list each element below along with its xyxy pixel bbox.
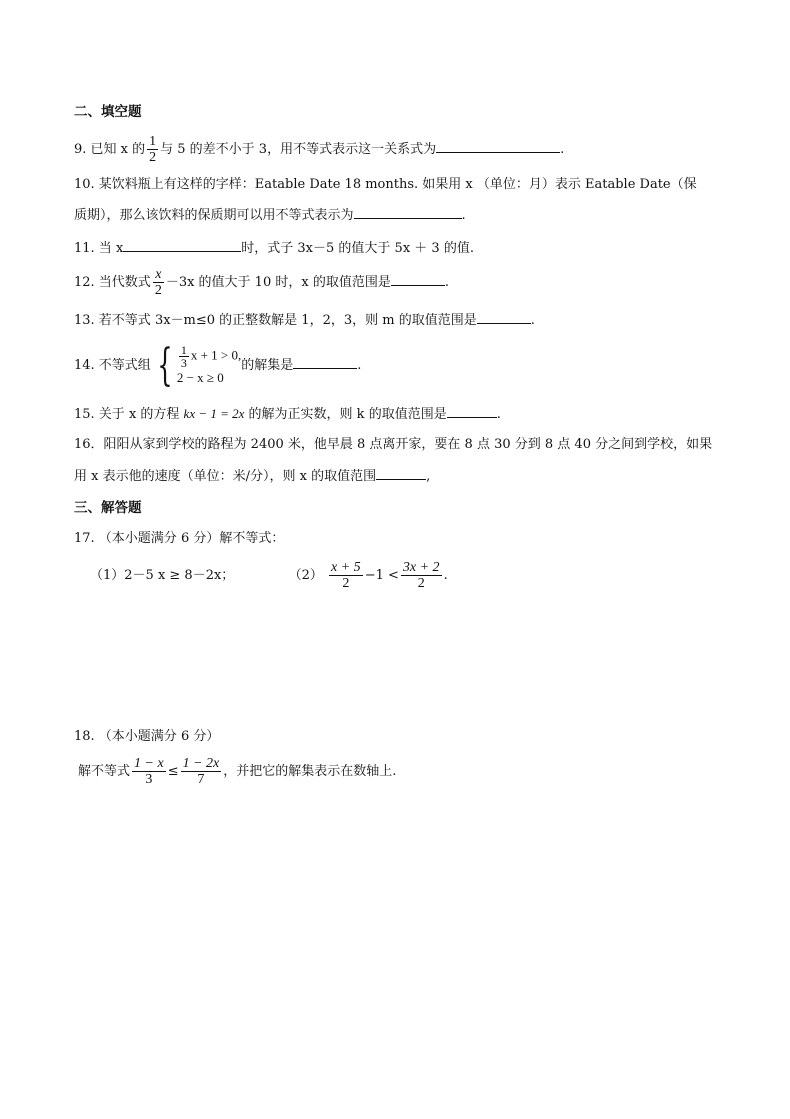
q17-part1: （1）2－5 x ≥ 8－2x； xyxy=(90,568,235,583)
question-10-line2 xyxy=(74,206,466,225)
q18-fraction-1 xyxy=(132,756,166,787)
q14-numerator: 1 xyxy=(180,343,187,357)
q9-text: 与 5 的差不小于 3，用不等式表示这一关系式为 xyxy=(160,142,437,157)
q18-fraction-2 xyxy=(181,756,222,787)
q11-prefix: 11. 当 x xyxy=(74,241,124,256)
q13-text: 13. 若不等式 3x－m≤0 的正整数解是 1，2，3，则 m 的取值范围是 xyxy=(74,313,477,328)
q17-end: . xyxy=(443,568,448,583)
q16-text: 用 x 表示他的速度（单位：米/分），则 x 的取值范围 xyxy=(74,469,377,484)
q12-text: －3x 的值大于 10 时，x 的取值范围是 xyxy=(165,275,391,290)
q18-prefix: 解不等式 xyxy=(78,764,131,779)
section-title-solve: 三、解答题 xyxy=(74,500,142,516)
q17-fraction-1 xyxy=(329,560,363,591)
q17-denominator-1: 2 xyxy=(342,576,350,591)
q18-text: ，并把它的解集表示在数轴上. xyxy=(223,764,397,779)
q14-ineq1-rest: x + 1 > 0, xyxy=(190,347,242,363)
q9-answer-blank[interactable] xyxy=(436,140,560,153)
q14-denominator: 3 xyxy=(180,356,187,370)
q17-relation: −1 < xyxy=(364,568,399,583)
q15-end: . xyxy=(496,407,501,422)
q10-end: . xyxy=(461,208,466,223)
question-13 xyxy=(74,311,535,330)
q18-numerator-1: 1 − x xyxy=(134,756,164,771)
question-17-header: 17. （本小题满分 6 分）解不等式： xyxy=(74,531,285,546)
q14-prefix: 14. 不等式组 xyxy=(74,358,151,373)
q12-end: . xyxy=(444,275,449,290)
q9-numerator: 1 xyxy=(149,134,157,149)
question-18-header: 18. （本小题满分 6 分） xyxy=(74,729,220,744)
q14-inequality-2: 2 − x ≥ 0 xyxy=(176,370,224,385)
q10-answer-blank[interactable] xyxy=(354,206,462,219)
q17-denominator-2: 2 xyxy=(417,576,425,591)
question-10-line1: 10. 某饮料瓶上有这样的字样：Eatable Date 18 months. 如果用 x （单位：月）表示 Eatable Date（保 xyxy=(74,177,697,192)
q14-system xyxy=(177,344,241,387)
q10-text: 质期），那么该饮料的保质期可以用不等式表示为 xyxy=(74,208,354,223)
q11-text: 时，式子 3x－5 的值大于 5x ＋ 3 的值. xyxy=(241,241,474,256)
q15-prefix: 15. 关于 x 的方程 xyxy=(74,407,180,422)
question-9 xyxy=(74,134,564,166)
q14-inequality-1 xyxy=(177,344,241,369)
q17-fraction-2 xyxy=(401,560,442,591)
q15-equation: kx − 1 = 2x xyxy=(183,406,245,421)
q11-answer-blank[interactable] xyxy=(123,239,241,252)
q9-denominator: 2 xyxy=(149,150,157,165)
q18-relation: ≤ xyxy=(167,764,179,779)
q12-fraction xyxy=(153,267,164,298)
q12-numerator: x xyxy=(153,267,164,283)
section-title-fill-in: 二、填空题 xyxy=(74,104,142,120)
q17-numerator-2: 3x + 2 xyxy=(402,560,440,575)
q13-end: . xyxy=(530,313,535,328)
q12-prefix: 12. 当代数式 xyxy=(74,275,151,290)
q15-answer-blank[interactable] xyxy=(447,405,497,418)
q18-denominator-2: 7 xyxy=(197,772,205,787)
question-18-body xyxy=(78,752,396,792)
q9-fraction xyxy=(147,134,158,165)
question-14 xyxy=(74,338,361,394)
q9-end: . xyxy=(560,142,565,157)
question-16-line2 xyxy=(74,467,430,486)
q16-answer-blank[interactable] xyxy=(376,467,426,480)
q12-denominator: 2 xyxy=(154,283,162,298)
q17-part2-label: （2） xyxy=(288,568,323,583)
q17-numerator-1: x + 5 xyxy=(331,560,361,575)
question-17-parts xyxy=(90,556,448,596)
q14-left-brace: { xyxy=(157,339,173,391)
q13-answer-blank[interactable] xyxy=(477,311,531,324)
question-16-line1: 16．阳阳从家到学校的路程为 2400 米，他早晨 8 点离开家，要在 8 点 30 分到 8 点 40 分之间到学校，如果 xyxy=(74,437,713,452)
q18-denominator-1: 3 xyxy=(145,772,153,787)
q14-answer-blank[interactable] xyxy=(293,356,357,369)
q14-text: 的解集是 xyxy=(241,358,294,373)
question-12 xyxy=(74,266,449,300)
q12-answer-blank[interactable] xyxy=(391,273,445,286)
q18-numerator-2: 1 − 2x xyxy=(182,756,220,771)
question-11 xyxy=(74,239,474,258)
q14-end: . xyxy=(357,358,362,373)
q9-prefix: 9. 已知 x 的 xyxy=(74,142,146,157)
q16-end: , xyxy=(426,469,431,484)
q14-fraction xyxy=(179,344,189,369)
question-15 xyxy=(74,405,501,424)
q15-text: 的解为正实数，则 k 的取值范围是 xyxy=(248,407,447,422)
